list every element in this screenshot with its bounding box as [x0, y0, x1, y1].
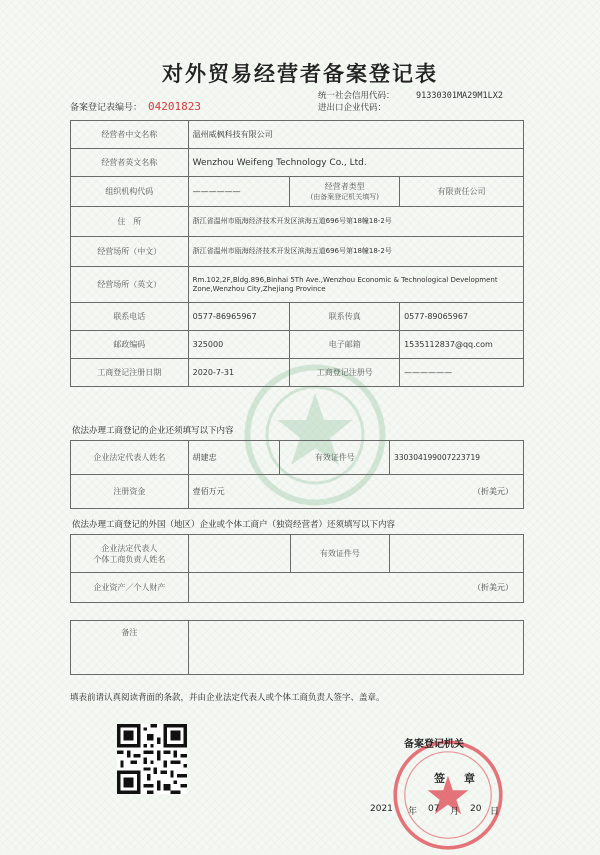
phone-value: 0577-86965967: [188, 303, 290, 331]
org-code-label: 组织机构代码: [71, 177, 189, 207]
remark-table: [70, 620, 524, 675]
phone-label: 联系电话: [71, 303, 189, 331]
foreign-rep-label-cell: [71, 535, 189, 573]
remark-value: [188, 621, 523, 675]
authority-label: 备案登记机关: [404, 739, 464, 750]
asset-label: 企业资产／个人财产: [71, 573, 189, 603]
foreign-rep-value: [188, 535, 290, 573]
footer-note: 填表前请认真阅读背面的条款，并由企业法定代表人或个体工商负责人签字、盖章。: [70, 693, 385, 703]
postal-label: 邮政编码: [71, 331, 189, 359]
foreign-id-label: 有效证件号: [290, 535, 390, 573]
org-code-value: ——————: [188, 177, 290, 207]
table-row: [71, 149, 524, 177]
en-name-label: 经营者英文名称: [71, 149, 189, 177]
record-number-label: 备案登记表编号：: [70, 103, 143, 113]
table-row: [71, 121, 524, 149]
official-seal-icon: [388, 735, 508, 855]
foreign-rep-label: 企业法定代表人: [101, 543, 158, 553]
foreign-id-value: [390, 535, 524, 573]
cn-name-label: 经营者中文名称: [71, 121, 189, 149]
info-table: [70, 120, 524, 387]
email-label: 电子邮箱: [290, 331, 400, 359]
table-row: [71, 573, 524, 603]
id-number-value: 330304199007223719: [390, 441, 524, 475]
biz-addr-en-value: Rm.102,2F,Bldg.896,Binhai 5Th Ave.,Wenzhou Economic & Technological Development Zone,Wenzhou City,Zhejiang Province: [188, 267, 523, 303]
individual-rep-label: 个体工商负责人姓名: [93, 554, 166, 564]
table-row: [71, 441, 524, 475]
cn-name-value: 温州威枫科技有限公司: [188, 121, 523, 149]
address-value: 浙江省温州市瓯海经济技术开发区滨海五道696号第18幢18-2号: [188, 207, 523, 237]
capital-cell: [188, 475, 523, 509]
date-year-unit: 年: [408, 807, 418, 817]
biz-type-sublabel: (由备案登记机关填写): [310, 193, 379, 201]
biz-addr-cn-label: 经营场所（中文）: [71, 237, 189, 267]
capital-label: 注册资金: [71, 475, 189, 509]
section2-note: 依法办理工商登记的外国（地区）企业或个体工商户（独资经营者）还须填写以下内容: [72, 520, 396, 530]
section2-table: [70, 534, 524, 603]
postal-value: 325000: [188, 331, 290, 359]
legal-rep-value: 胡建忠: [188, 441, 280, 475]
credit-code-block: [318, 90, 503, 114]
section1-table: [70, 440, 524, 509]
table-row: [71, 331, 524, 359]
record-number: [70, 100, 201, 113]
email-value: 1535112837@qq.com: [400, 331, 524, 359]
reg-no-label: 工商登记注册号: [290, 359, 400, 387]
fax-value: 0577-89065967: [400, 303, 524, 331]
biz-addr-cn-value: 浙江省温州市瓯海经济技术开发区滨海五道696号第18幢18-2号: [188, 237, 523, 267]
address-label: 住 所: [71, 207, 189, 237]
biz-type-label: 经营者类型: [324, 182, 365, 191]
export-code-label: 进出口企业代码：: [318, 103, 387, 113]
biz-type-value: 有限责任公司: [400, 177, 524, 207]
date-year: 2021: [370, 804, 393, 814]
table-row: [71, 475, 524, 509]
table-row: [71, 207, 524, 237]
reg-date-value: 2020-7-31: [188, 359, 290, 387]
table-row: [71, 267, 524, 303]
biz-type-label-cell: [290, 177, 400, 207]
section1-note: 依法办理工商登记的企业还须填写以下内容: [72, 426, 234, 436]
reg-date-label: 工商登记注册日期: [71, 359, 189, 387]
asset-unit: （折美元）: [188, 573, 523, 603]
id-number-label: 有效证件号: [280, 441, 390, 475]
remark-label: 备注: [71, 621, 189, 675]
legal-rep-label: 企业法定代表人姓名: [71, 441, 189, 475]
date-day: 20: [470, 804, 482, 814]
table-row: [71, 303, 524, 331]
table-row: [71, 621, 524, 675]
seal-label: 签 章: [434, 772, 479, 785]
date-day-unit: 日: [490, 807, 500, 817]
capital-unit: （折美元）: [473, 487, 513, 496]
document-title: 对外贸易经营者备案登记表: [162, 61, 438, 86]
table-row: [71, 237, 524, 267]
capital-value: 壹佰万元: [192, 487, 225, 496]
qr-code-icon: [117, 724, 187, 794]
biz-addr-en-label: 经营场所（英文）: [71, 267, 189, 303]
record-number-value: 04201823: [148, 100, 201, 113]
credit-code-value: 91330301MA29M1LX2: [416, 91, 503, 101]
en-name-value: Wenzhou Weifeng Technology Co., Ltd.: [188, 149, 523, 177]
date-month: 07: [428, 804, 440, 814]
table-row: [71, 535, 524, 573]
table-row: [71, 359, 524, 387]
credit-code-label: 统一社会信用代码：: [318, 91, 395, 101]
reg-no-value: ——————: [400, 359, 524, 387]
fax-label: 联系传真: [290, 303, 400, 331]
table-row: [71, 177, 524, 207]
date-month-unit: 月: [450, 807, 460, 817]
